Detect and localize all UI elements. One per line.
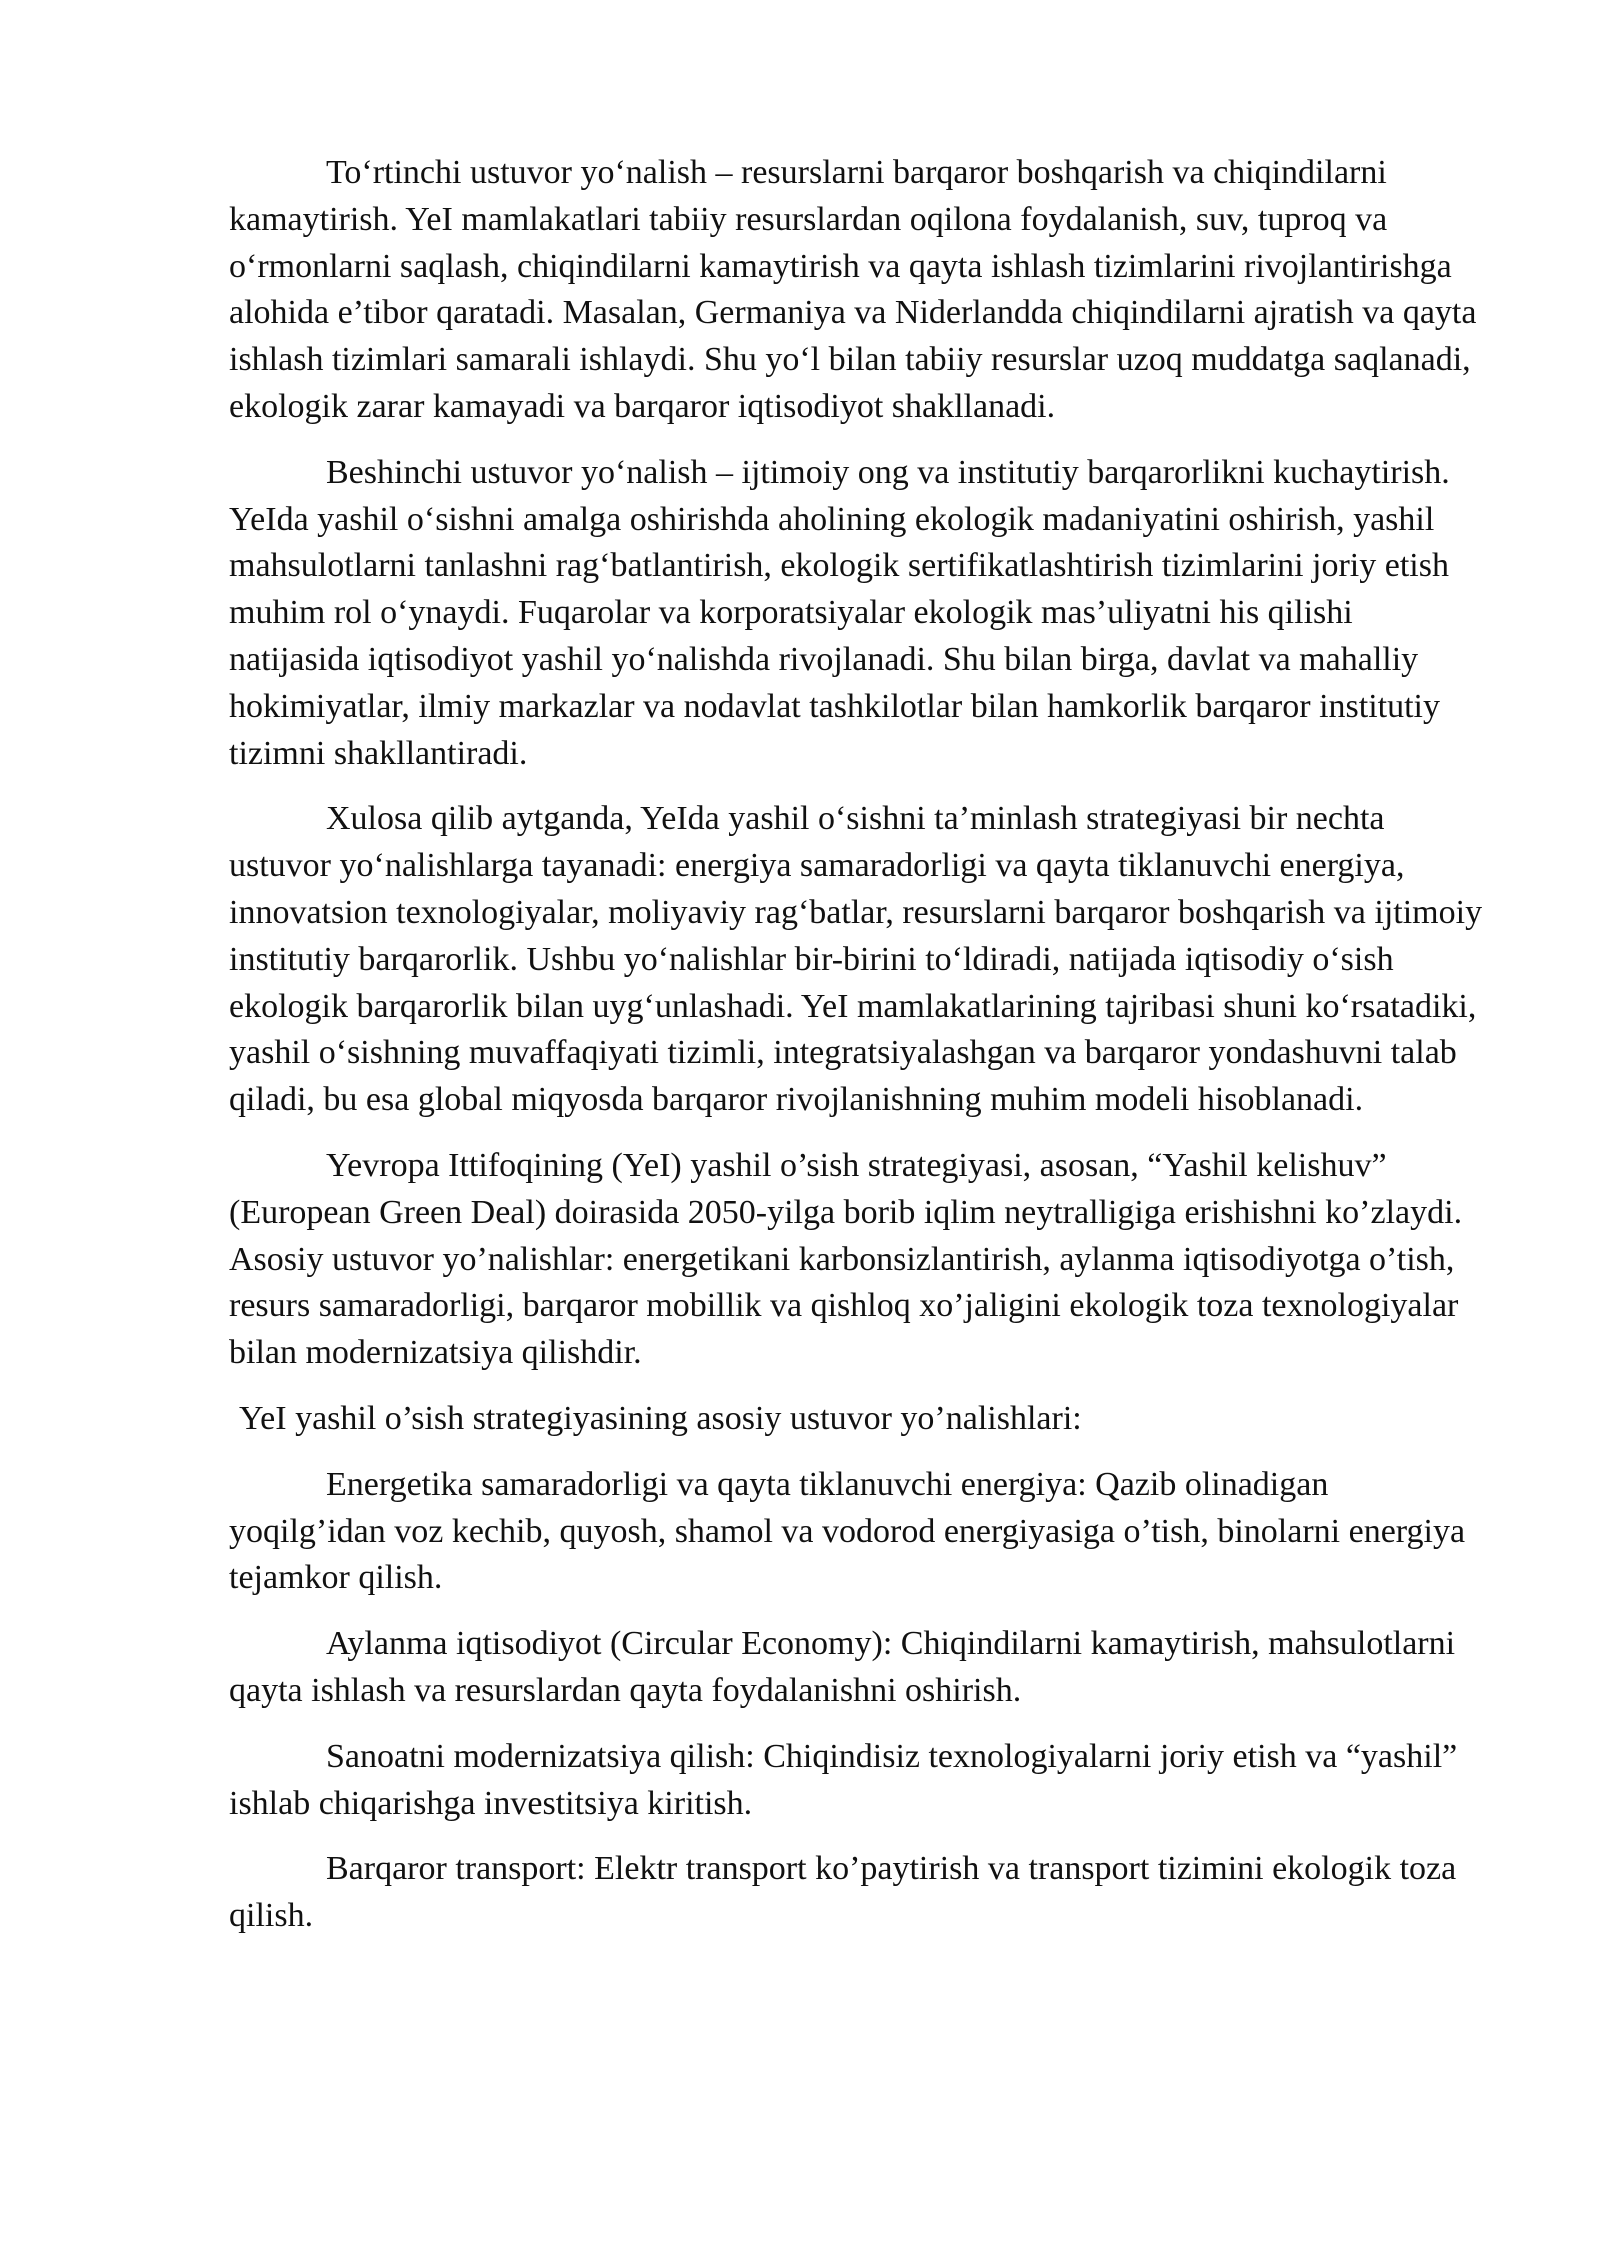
paragraph-priorities-heading: YeI yashil o’sish strategiyasining asosiy ustuvor yo’nalishlari:: [239, 1399, 1082, 1437]
paragraph-circular-economy: Aylanma iqtisodiyot (Circular Economy): Chiqindilarni kamaytirish, mahsulotlarni qayta ishlash va resurslardan qayta foydalanishni oshirish.: [229, 1625, 1456, 1709]
paragraph-european-green-deal: Yevropa Ittifoqining (YeI) yashil o’sish strategiyasi, asosan, “Yashil kelishuv” (European Green Deal) doirasida 2050-yilga borib iqlim neytralligiga erishishni ko’zlaydi. Asosiy ustuvor yo’nalishlar: energetikani karbonsizlantirish, aylanma iqtisodiyotga o’tish, resurs samaradorligi, barqaror mobillik va qishloq xo’jaligini ekologik toza texnologiyalar bilan modernizatsiya qilishdir.: [229, 1146, 1463, 1372]
paragraph-energy-efficiency: Energetika samaradorligi va qayta tiklanuvchi energiya: Qazib olinadigan yoqilg’idan voz kechib, quyosh, shamol va vodorod energiyasiga o’tish, binolarni energiya tejamkor qilish.: [229, 1465, 1466, 1597]
paragraph-conclusion: Xulosa qilib aytganda, YeIda yashil o‘sishni ta’minlash strategiyasi bir nechta ustuvor yo‘nalishlarga tayanadi: energiya samaradorligi va qayta tiklanuvchi energiya, innovatsion texnologiyalar, moliyaviy rag‘batlar, resurslarni barqaror boshqarish va ijtimoiy institutiy barqarorlik. Ushbu yo‘nalishlar bir-birini to‘ldiradi, natijada iqtisodiy o‘sish ekologik barqarorlik bilan uyg‘unlashadi. YeI mamlakatlarining tajribasi shuni ko‘rsatadiki, yashil o‘sishning muvaffaqiyati tizimli, integratsiyalashgan va barqaror yondashuvni talab qiladi, bu esa global miqyosda barqaror rivojlanishning muhim modeli hisoblanadi.: [229, 800, 1483, 1119]
paragraph-resource-management: To‘rtinchi ustuvor yo‘nalish – resurslarni barqaror boshqarish va chiqindilarni kamaytirish. YeI mamlakatlari tabiiy resurslardan oqilona foydalanish, suv, tuproq va o‘rmonlarni saqlash, chiqindilarni kamaytirish va qayta ishlash tizimlarini rivojlantirishga alohida e’tibor qaratadi. Masalan, Germaniya va Niderlandda chiqindilarni ajratish va qayta ishlash tizimlari samarali ishlaydi. Shu yo‘l bilan tabiiy resurslar uzoq muddatga saqlanadi, ekologik zarar kamayadi va barqaror iqtisodiyot shakllanadi.: [229, 154, 1477, 425]
paragraph-social-awareness: Beshinchi ustuvor yo‘nalish – ijtimoiy ong va institutiy barqarorlikni kuchaytirish. YeIda yashil o‘sishni amalga oshirishda aholining ekologik madaniyatini oshirish, yashil mahsulotlarni tanlashni rag‘batlantirish, ekologik sertifikatlashtirish tizimlarini joriy etish muhim rol o‘ynaydi. Fuqarolar va korporatsiyalar ekologik mas’uliyatni his qilishi natijasida iqtisodiyot yashil yo‘nalishda rivojlanadi. Shu bilan birga, davlat va mahalliy hokimiyatlar, ilmiy markazlar va nodavlat tashkilotlar bilan hamkorlik barqaror institutiy tizimni shakllantiradi.: [229, 453, 1450, 772]
paragraph-industry-modernization: Sanoatni modernizatsiya qilish: Chiqindisiz texnologiyalarni joriy etish va “yashil” ishlab chiqarishga investitsiya kiritish.: [229, 1737, 1458, 1822]
document-page: [229, 150, 1484, 1959]
paragraph-sustainable-transport: Barqaror transport: Elektr transport ko’paytirish va transport tizimini ekologik toza qilish.: [229, 1850, 1457, 1935]
